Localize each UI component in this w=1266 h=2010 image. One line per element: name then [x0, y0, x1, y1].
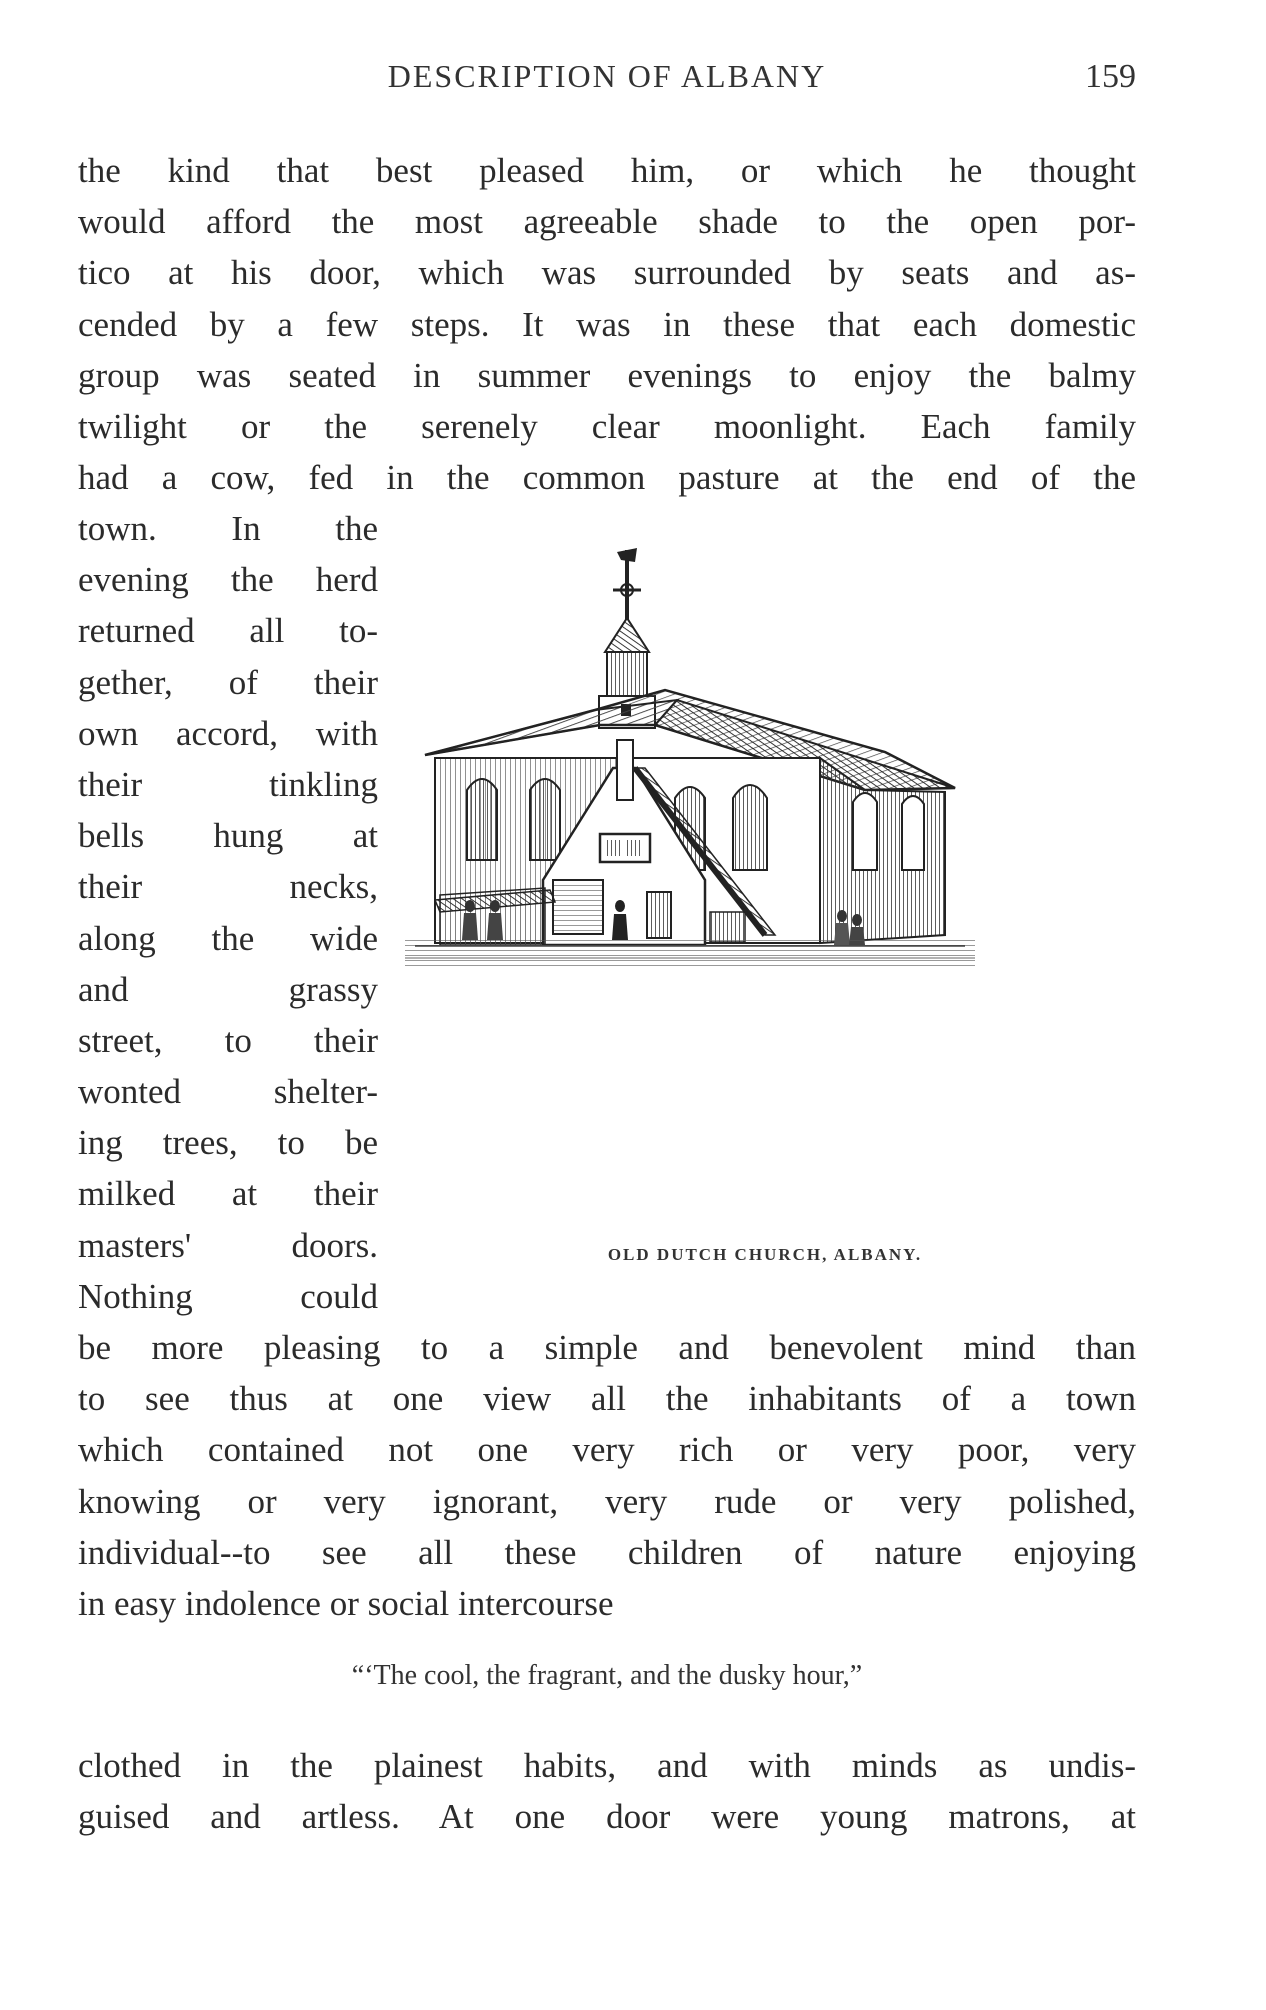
- text-line: along the wide: [78, 918, 378, 958]
- running-header: [78, 58, 1136, 108]
- text-line: returned all to-: [78, 611, 378, 651]
- text-line: clothed in the plainest habits, and with minds as undis-: [78, 1746, 1136, 1785]
- text-line: wonted shelter-: [78, 1072, 378, 1112]
- text-line: twilight or the serenely clear moonlight. Each family: [78, 406, 1136, 446]
- text-line: own accord, with: [78, 713, 378, 753]
- text-line: town. In the: [78, 509, 378, 548]
- text-line: guised and artless. At one door were young matrons, at: [78, 1797, 1136, 1837]
- paragraph-final: [78, 1740, 1136, 1842]
- ground: [405, 940, 975, 968]
- text-line: cended by a few steps. It was in these that each domestic: [78, 304, 1136, 344]
- text-line: Nothing could: [78, 1276, 378, 1316]
- text-line: bells hung at: [78, 816, 378, 856]
- paragraph-lower: [78, 1322, 1136, 1629]
- wrapped-text-column: [78, 503, 378, 1322]
- paragraph-top: [78, 145, 1136, 503]
- text-line: the kind that best pleased him, or which he thought: [78, 151, 1136, 190]
- figure-caption: OLD DUTCH CHURCH, ALBANY.: [607, 1245, 923, 1264]
- text-line: and grassy: [78, 969, 378, 1009]
- quotation: “‘The cool, the fragrant, and the dusky hour,”: [351, 1660, 863, 1691]
- running-title: DESCRIPTION OF ALBANY: [387, 58, 827, 94]
- text-line: their necks,: [78, 867, 378, 907]
- text-line: knowing or very ignorant, very rude or very polished,: [78, 1481, 1136, 1521]
- text-line: masters' doors.: [78, 1225, 378, 1265]
- weathervane-icon: [613, 548, 641, 620]
- text-line: street, to their: [78, 1020, 378, 1060]
- text-line: group was seated in summer evenings to enjoy the balmy: [78, 355, 1136, 395]
- text-line: individual--to see all these children of nature enjoying: [78, 1532, 1136, 1572]
- text-line: would afford the most agreeable shade to the open por-: [78, 202, 1136, 242]
- text-line: evening the herd: [78, 560, 378, 600]
- text-line: to see thus at one view all the inhabitants of a town: [78, 1379, 1136, 1419]
- text-line: ing trees, to be: [78, 1123, 378, 1163]
- text-line: in easy indolence or social intercourse: [78, 1583, 614, 1623]
- text-line: their tinkling: [78, 764, 378, 804]
- page-number: 159: [1085, 58, 1136, 95]
- text-line: gether, of their: [78, 662, 378, 702]
- text-line: milked at their: [78, 1174, 378, 1214]
- church-engraving: [395, 540, 1135, 1230]
- text-line: be more pleasing to a simple and benevolent mind than: [78, 1328, 1136, 1367]
- text-line: had a cow, fed in the common pasture at the end of the: [78, 458, 1136, 498]
- text-line: which contained not one very rich or very poor, very: [78, 1430, 1136, 1470]
- text-line: tico at his door, which was surrounded by seats and as-: [78, 253, 1136, 293]
